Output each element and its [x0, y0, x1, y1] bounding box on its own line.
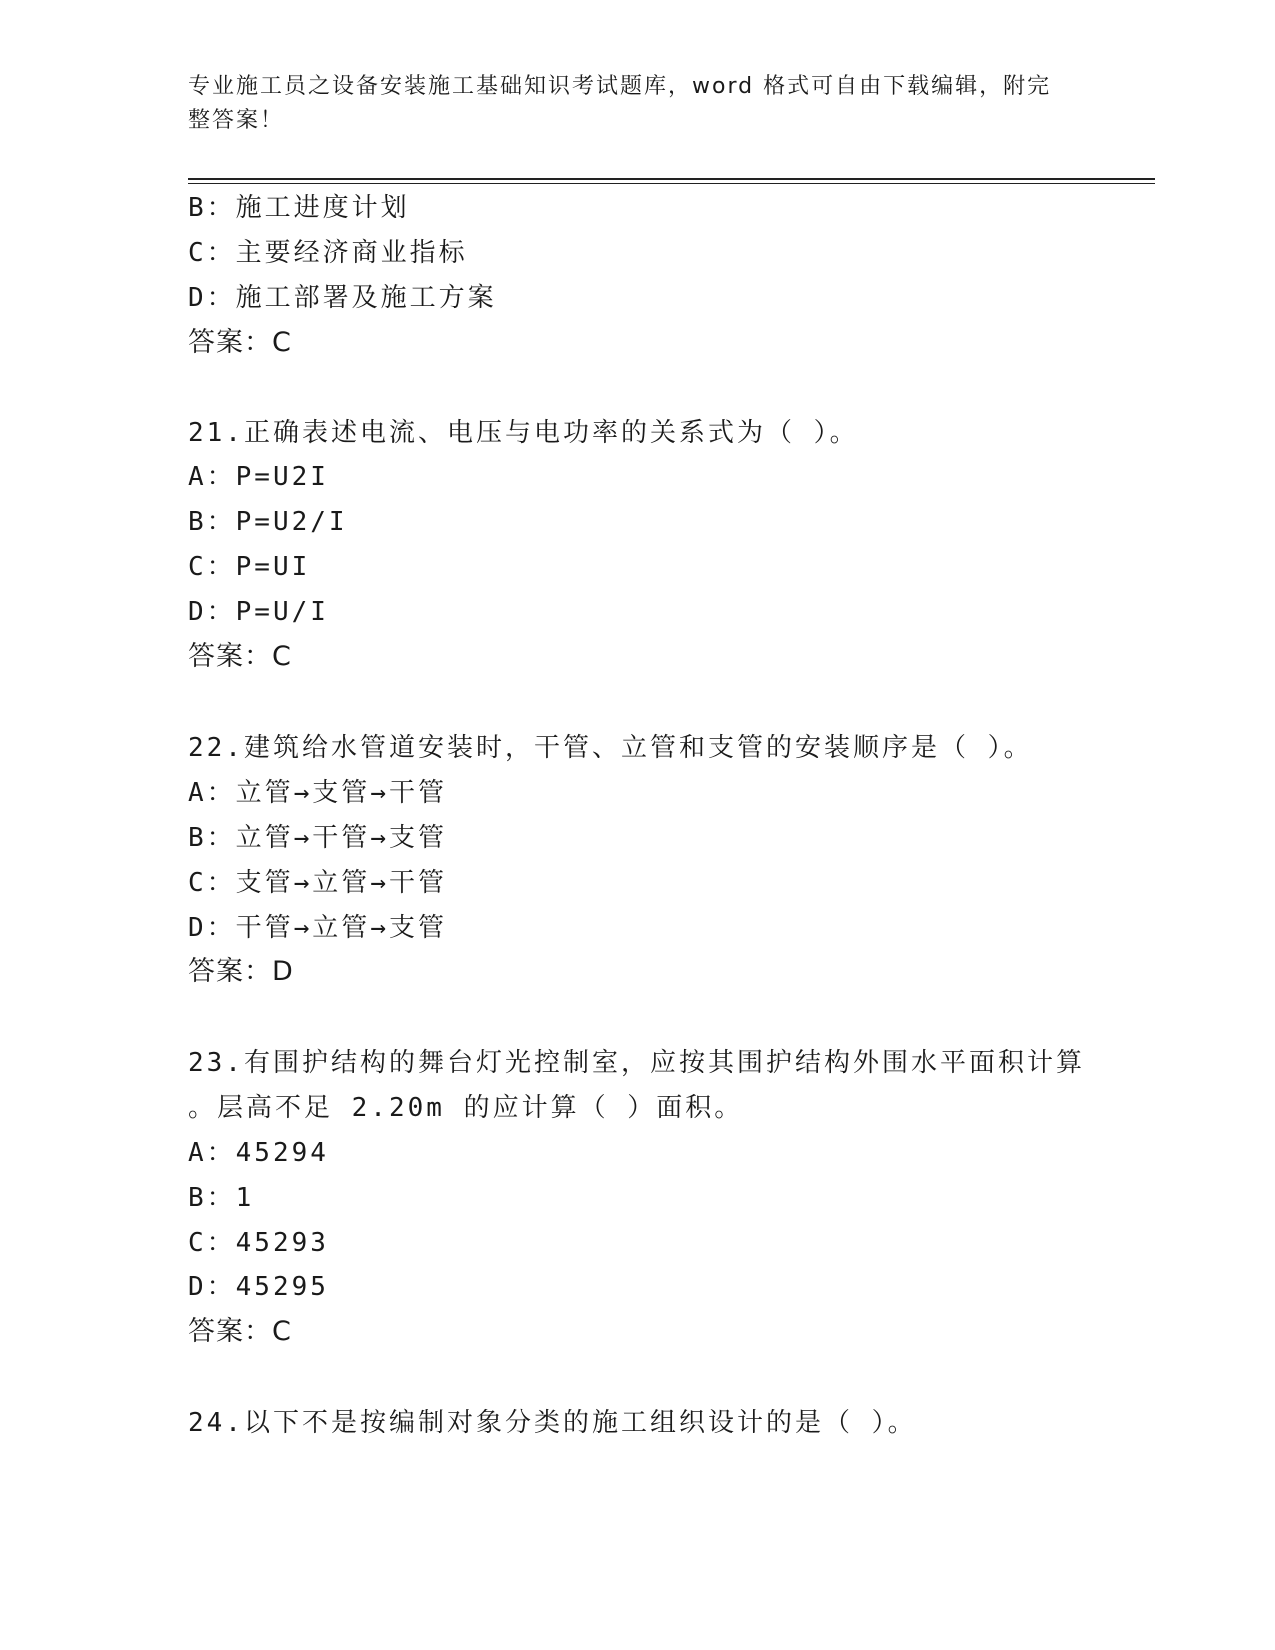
question-stem: 24.以下不是按编制对象分类的施工组织设计的是（ ）。	[188, 1408, 917, 1438]
option-d: D：干管→立管→支管	[188, 913, 447, 943]
option-b: B：P=U2/I	[188, 507, 348, 537]
option-c: C：主要经济商业指标	[188, 238, 468, 268]
header-divider-thick	[188, 178, 1155, 180]
option-a: A：45294	[188, 1138, 329, 1168]
option-c: C：支管→立管→干管	[188, 868, 447, 898]
option-b: B：立管→干管→支管	[188, 823, 447, 853]
header-divider-thin	[188, 183, 1155, 184]
option-d: D：P=U/I	[188, 597, 329, 627]
option-b: B：1	[188, 1183, 255, 1213]
answer-label: 答案：C	[188, 641, 292, 672]
answer-label: 答案：C	[188, 1316, 292, 1347]
answer-label: 答案：D	[188, 956, 294, 987]
header-line-1: 专业施工员之设备安装施工基础知识考试题库，word 格式可自由下载编辑，附完	[188, 74, 1052, 99]
option-b: B：施工进度计划	[188, 193, 410, 223]
question-stem-line-2: 。层高不足 2.20m 的应计算（ ）面积。	[188, 1093, 744, 1123]
question-stem: 22.建筑给水管道安装时，干管、立管和支管的安装顺序是（ ）。	[188, 733, 1033, 763]
question-stem: 21.正确表述电流、电压与电功率的关系式为（ ）。	[188, 418, 859, 448]
option-a: A：P=U2I	[188, 462, 329, 492]
document-header	[188, 70, 1068, 138]
option-d: D：45295	[188, 1272, 329, 1302]
header-line-2: 整答案！	[188, 108, 285, 133]
question-stem-line-1: 23.有围护结构的舞台灯光控制室，应按其围护结构外围水平面积计算	[188, 1048, 1085, 1078]
option-a: A：立管→支管→干管	[188, 778, 447, 808]
option-c: C：P=UI	[188, 552, 311, 582]
option-c: C：45293	[188, 1228, 329, 1258]
answer-label: 答案：C	[188, 327, 292, 358]
option-d: D：施工部署及施工方案	[188, 283, 497, 313]
